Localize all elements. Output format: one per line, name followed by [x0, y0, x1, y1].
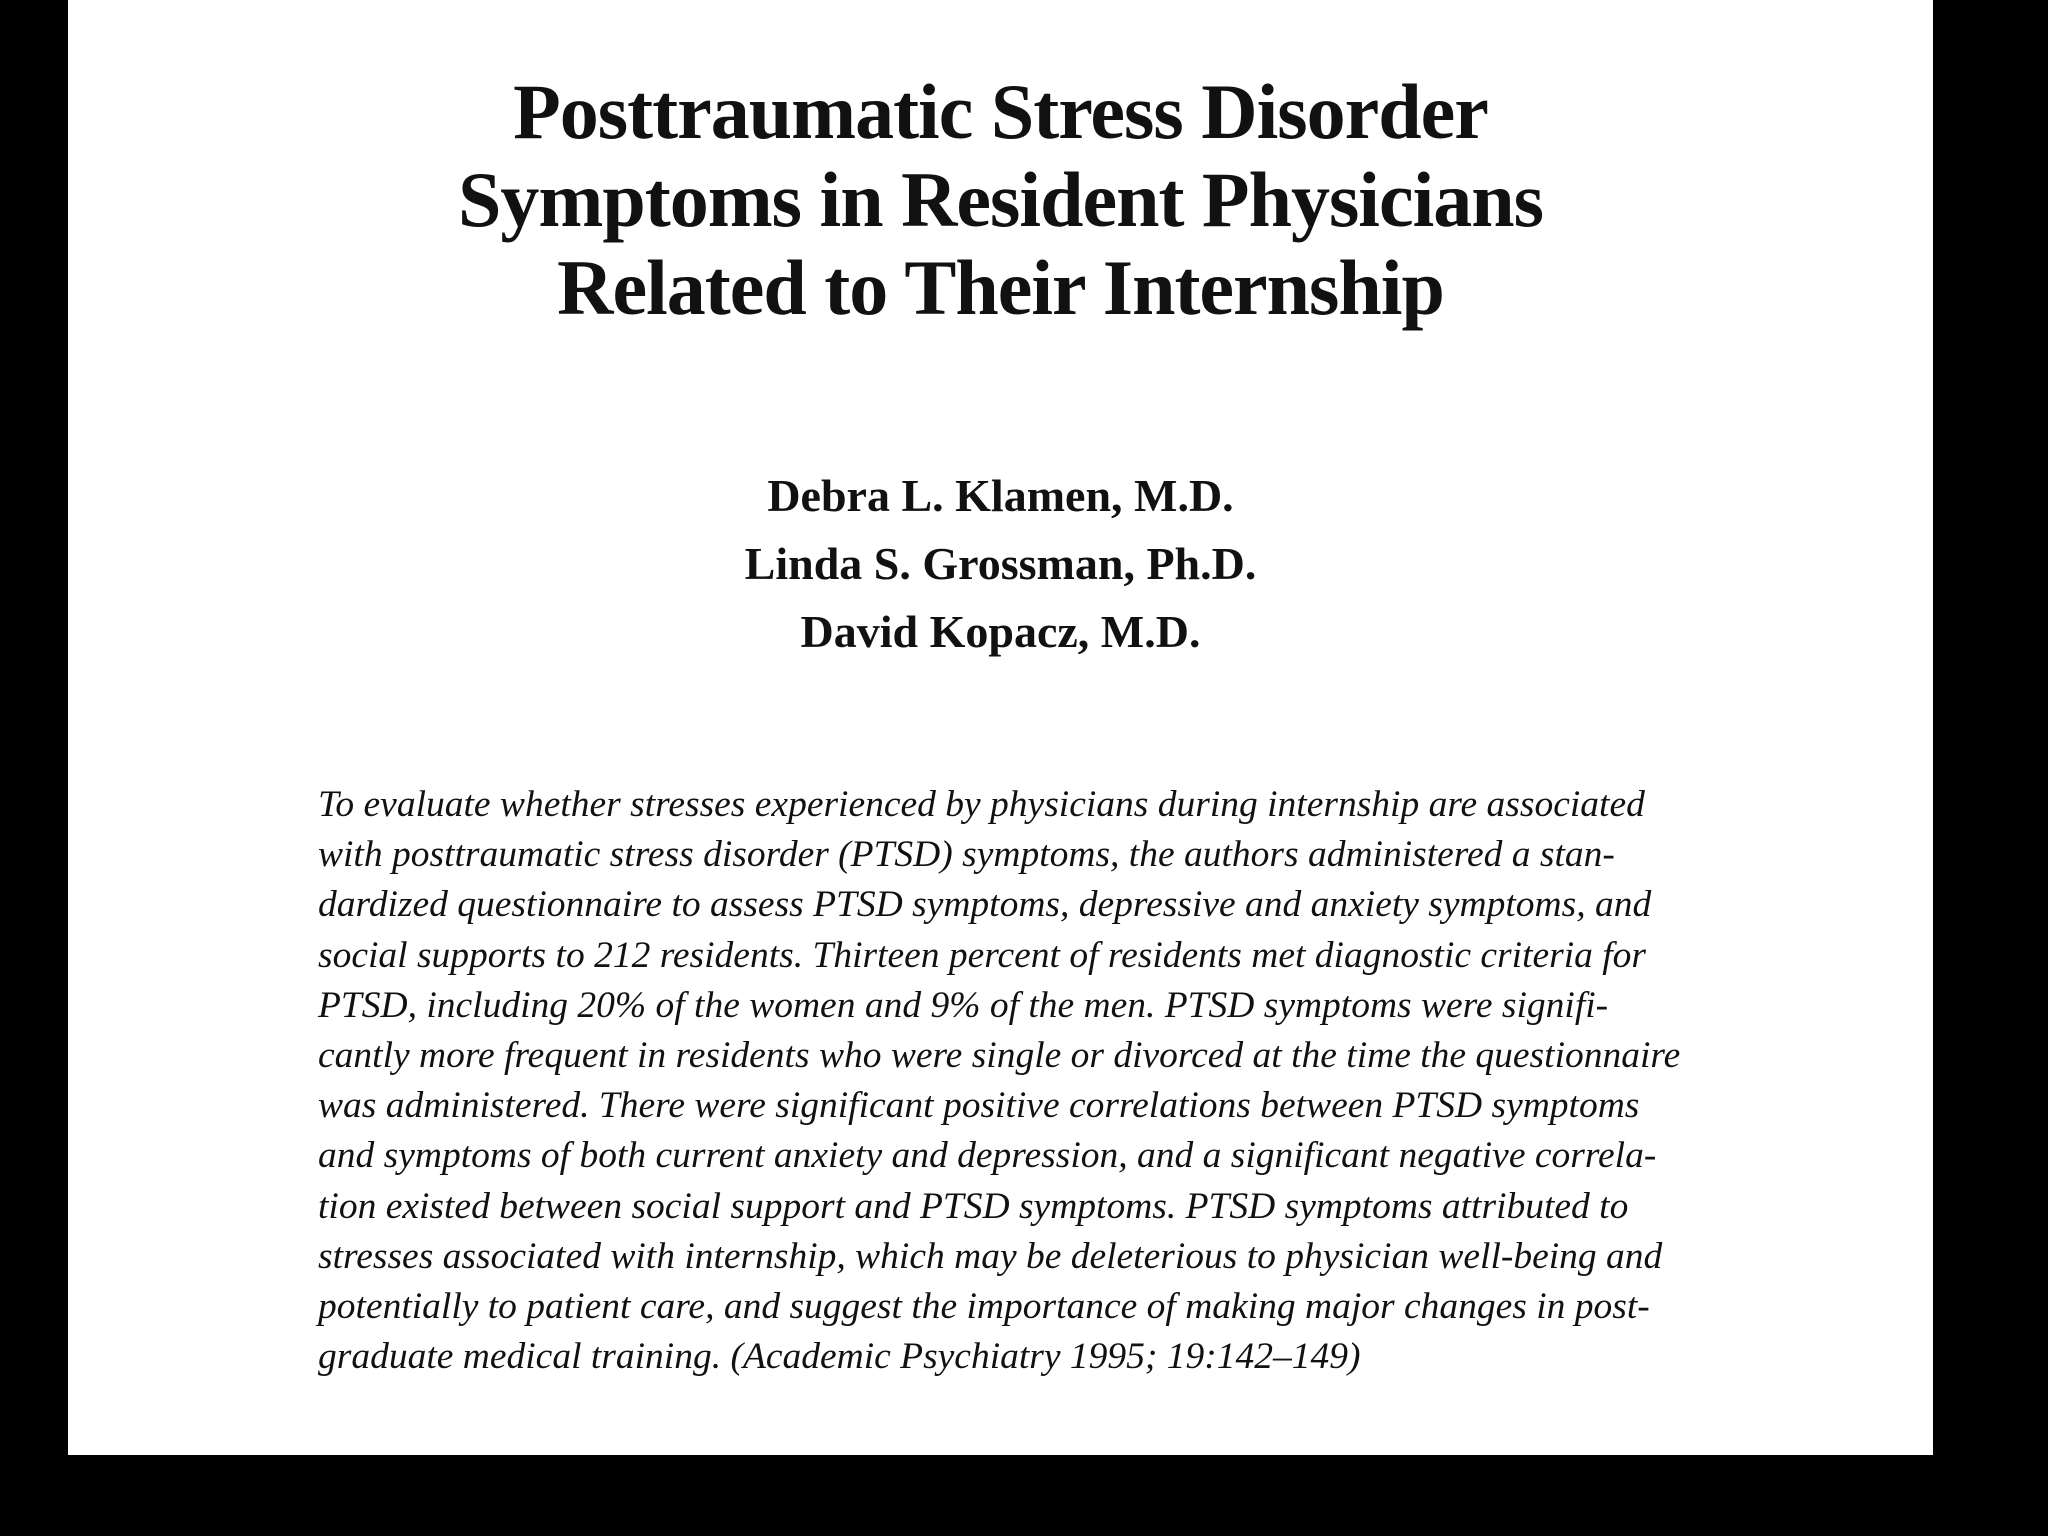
- abstract-line: PTSD, including 20% of the women and 9% of the men. PTSD symptoms were signifi-: [318, 984, 1609, 1026]
- paper-page: [68, 0, 1933, 1455]
- abstract-line: social supports to 212 residents. Thirteen percent of residents met diagnostic criteria for: [318, 934, 1647, 976]
- author-name: Debra L. Klamen, M.D.: [767, 470, 1234, 521]
- abstract-line: tion existed between social support and PTSD symptoms. PTSD symptoms attributed to: [318, 1185, 1629, 1227]
- abstract-line: and symptoms of both current anxiety and depression, and a significant negative correla-: [318, 1135, 1657, 1177]
- abstract-line: To evaluate whether stresses experienced by physicians during internship are associated: [318, 784, 1645, 825]
- abstract-line: potentially to patient care, and suggest the importance of making major changes in post-: [318, 1286, 1650, 1328]
- title-line: Posttraumatic Stress Disorder: [513, 68, 1488, 155]
- author-name: Linda S. Grossman, Ph.D.: [744, 538, 1257, 589]
- author-list: [68, 462, 1933, 666]
- paper-title: [68, 68, 1933, 332]
- abstract-line: stresses associated with internship, which may be deleterious to physician well-being and: [318, 1235, 1663, 1277]
- abstract-line: graduate medical training. (Academic Psychiatry 1995; 19:142–149): [318, 1336, 1361, 1378]
- author-name: David Kopacz, M.D.: [800, 606, 1201, 657]
- title-line: Symptoms in Resident Physicians: [458, 156, 1543, 243]
- abstract-line: cantly more frequent in residents who were single or divorced at the time the questionnaire: [318, 1035, 1681, 1077]
- title-line: Related to Their Internship: [557, 244, 1444, 331]
- abstract-line: with posttraumatic stress disorder (PTSD) symptoms, the authors administered a stan-: [318, 834, 1615, 876]
- abstract-line: dardized questionnaire to assess PTSD symptoms, depressive and anxiety symptoms, and: [318, 884, 1652, 926]
- abstract: [318, 780, 1888, 1382]
- abstract-line: was administered. There were significant positive correlations between PTSD symptoms: [318, 1085, 1640, 1127]
